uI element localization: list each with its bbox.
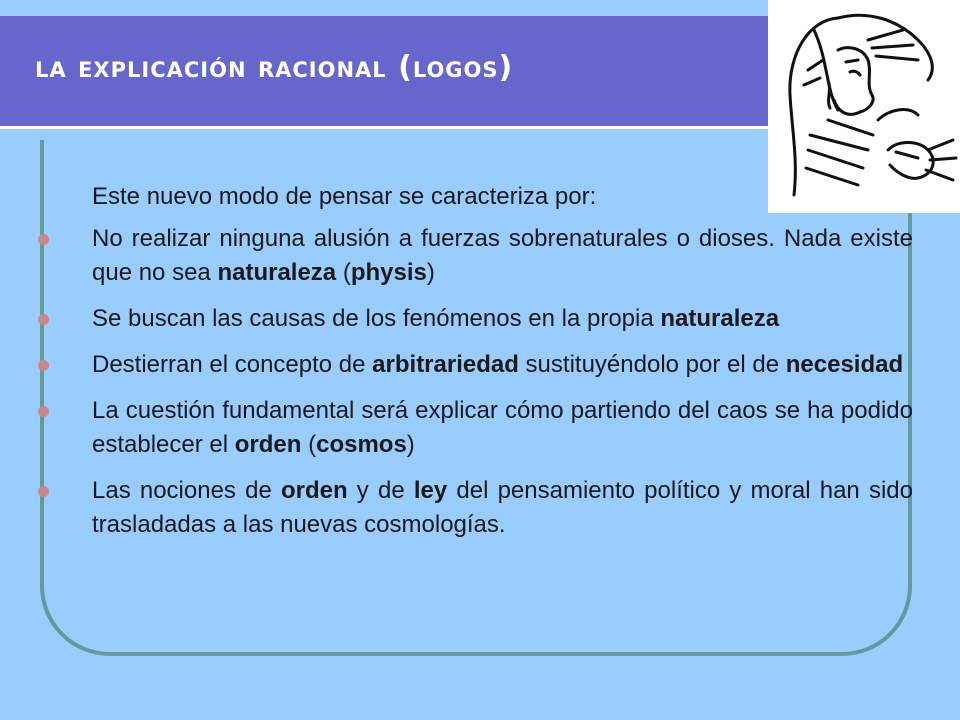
- bullet-emphasis: arbitrariedad: [372, 351, 519, 378]
- bullet-text: del pensamiento político y moral han sido trasladadas a las nuevas cosmologías.: [92, 477, 913, 538]
- bullet-text: (: [336, 259, 351, 286]
- bullet-emphasis: orden: [234, 431, 302, 458]
- bullet-emphasis: cosmos: [316, 431, 407, 458]
- bullet-list: [38, 222, 913, 542]
- bullet-text: La cuestión fundamental será explicar cómo partiendo del caos se ha podido establecer el: [92, 397, 913, 458]
- bullet-emphasis: physis: [350, 259, 427, 286]
- bullet-text: ): [406, 431, 415, 458]
- bullet-item: [38, 394, 913, 462]
- bullet-emphasis: naturaleza: [217, 259, 337, 286]
- bullet-dot-icon: [38, 360, 49, 371]
- bullet-emphasis: ley: [413, 477, 448, 504]
- bullet-emphasis: orden: [280, 477, 348, 504]
- bullet-item: [38, 348, 913, 382]
- bullet-text: ): [426, 259, 435, 286]
- title-underline: [0, 126, 770, 129]
- bullet-text: Las nociones de: [92, 477, 281, 504]
- bullet-text: sustituyéndolo por el de: [518, 351, 786, 378]
- bullet-dot-icon: [38, 234, 49, 245]
- bullet-text: No realizar ninguna alusión a fuerzas sobrenaturales o dioses. Nada existe que no sea: [92, 225, 913, 286]
- bullet-item: [38, 474, 913, 542]
- bullet-emphasis: necesidad: [785, 351, 904, 378]
- bullet-text: Se buscan las causas de los fenómenos en la propia: [92, 305, 661, 332]
- bullet-text: (: [301, 431, 317, 458]
- bullet-dot-icon: [38, 406, 49, 417]
- slide-title: la explicación racional (logos): [35, 50, 514, 85]
- bullet-text: Destierran el concepto de: [92, 351, 373, 378]
- bullet-text: y de: [347, 477, 414, 504]
- bullet-emphasis: naturaleza: [660, 305, 780, 332]
- bullet-item: [38, 222, 913, 290]
- bullet-item: [38, 302, 913, 336]
- intro-text: Este nuevo modo de pensar se caracteriza por:: [92, 183, 597, 210]
- bullet-dot-icon: [38, 314, 49, 325]
- slide-body: [38, 180, 913, 554]
- bullet-dot-icon: [38, 486, 49, 497]
